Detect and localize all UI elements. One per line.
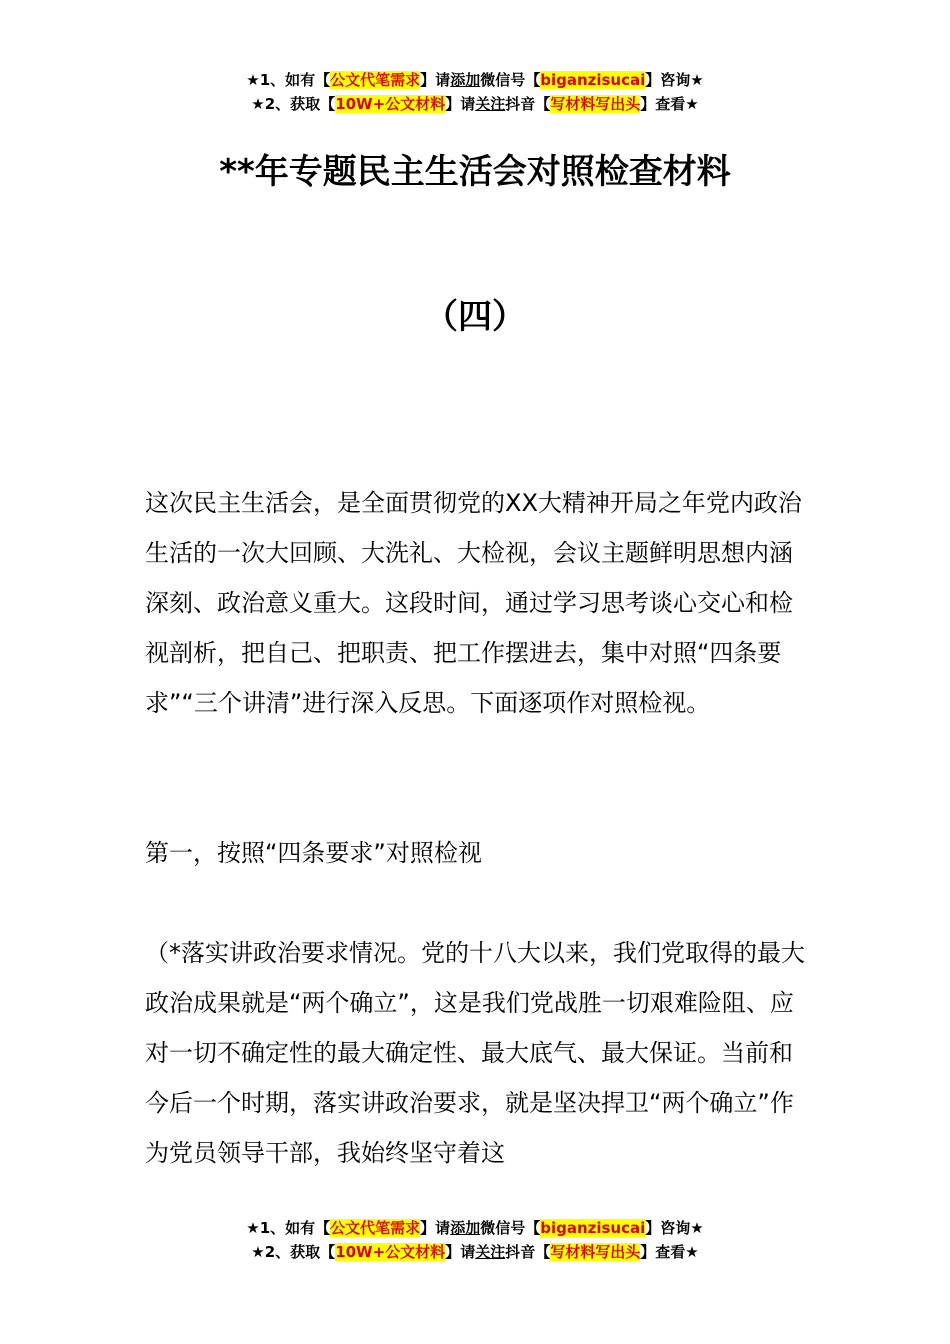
promo-banner-bottom bbox=[0, 1216, 950, 1264]
promo-highlight: 公文代笔需求 bbox=[330, 1219, 421, 1237]
promo-underlined: 添加 bbox=[450, 1219, 481, 1237]
section-heading: 第一，按照“四条要求”对照检视 bbox=[145, 839, 482, 867]
promo-text: ★2、获取【 bbox=[251, 95, 336, 113]
promo-underlined: 添加 bbox=[450, 71, 481, 89]
promo-text: ★1、如有【 bbox=[246, 71, 331, 89]
promo-text: 】请 bbox=[420, 71, 451, 89]
promo-highlight: biganzisucai bbox=[540, 71, 646, 89]
promo-text: 抖音【 bbox=[505, 1243, 551, 1261]
promo-text: 】请 bbox=[420, 1219, 451, 1237]
promo-text: 】请 bbox=[445, 1243, 476, 1261]
promo-text: 】咨询★ bbox=[645, 1219, 704, 1237]
promo-text: 】查看★ bbox=[640, 1243, 699, 1261]
document-subtitle: （四） bbox=[424, 297, 526, 337]
promo-highlight: 写材料写出头 bbox=[550, 95, 641, 113]
paragraph-section-body: （*落实讲政治要求情况。党的十八大以来，我们党取得的最大政治成果就是“两个确立”，这是我们党战胜一切艰难险阻、应对一切不确定性的最大确定性、最大底气、最大保证。当前和今后一个时期，落实讲政治要求，就是坚决捍卫“两个确立”作为党员领导干部，我始终坚守着这 bbox=[145, 939, 805, 1167]
promo-text: 】咨询★ bbox=[645, 71, 704, 89]
promo-line-2 bbox=[0, 92, 950, 116]
promo-text: 】查看★ bbox=[640, 95, 699, 113]
promo-line-1 bbox=[0, 1216, 950, 1240]
promo-text: 抖音【 bbox=[505, 95, 551, 113]
document-title: **年专题民主生活会对照检查材料 bbox=[219, 152, 731, 192]
promo-text: 微信号【 bbox=[480, 71, 541, 89]
promo-text: 微信号【 bbox=[480, 1219, 541, 1237]
promo-text: ★2、获取【 bbox=[251, 1243, 336, 1261]
promo-text: ★1、如有【 bbox=[246, 1219, 331, 1237]
promo-highlight: 写材料写出头 bbox=[550, 1243, 641, 1261]
promo-banner-top bbox=[0, 68, 950, 116]
promo-underlined: 关注 bbox=[475, 1243, 506, 1261]
promo-text: 】请 bbox=[445, 95, 476, 113]
promo-line-1 bbox=[0, 68, 950, 92]
promo-highlight: 10W+公文材料 bbox=[335, 1243, 446, 1261]
promo-highlight: biganzisucai bbox=[540, 1219, 646, 1237]
promo-line-2 bbox=[0, 1240, 950, 1264]
paragraph-intro: 这次民主生活会，是全面贯彻党的XX大精神开局之年党内政治生活的一次大回顾、大洗礼、大检视，会议主题鲜明思想内涵深刻、政治意义重大。这段时间，通过学习思考谈心交心和检视剖析，把自己、把职责、把工作摆进去，集中对照“四条要求”“三个讲清”进行深入反思。下面逐项作对照检视。 bbox=[145, 489, 802, 717]
promo-highlight: 10W+公文材料 bbox=[335, 95, 446, 113]
promo-highlight: 公文代笔需求 bbox=[330, 71, 421, 89]
promo-underlined: 关注 bbox=[475, 95, 506, 113]
